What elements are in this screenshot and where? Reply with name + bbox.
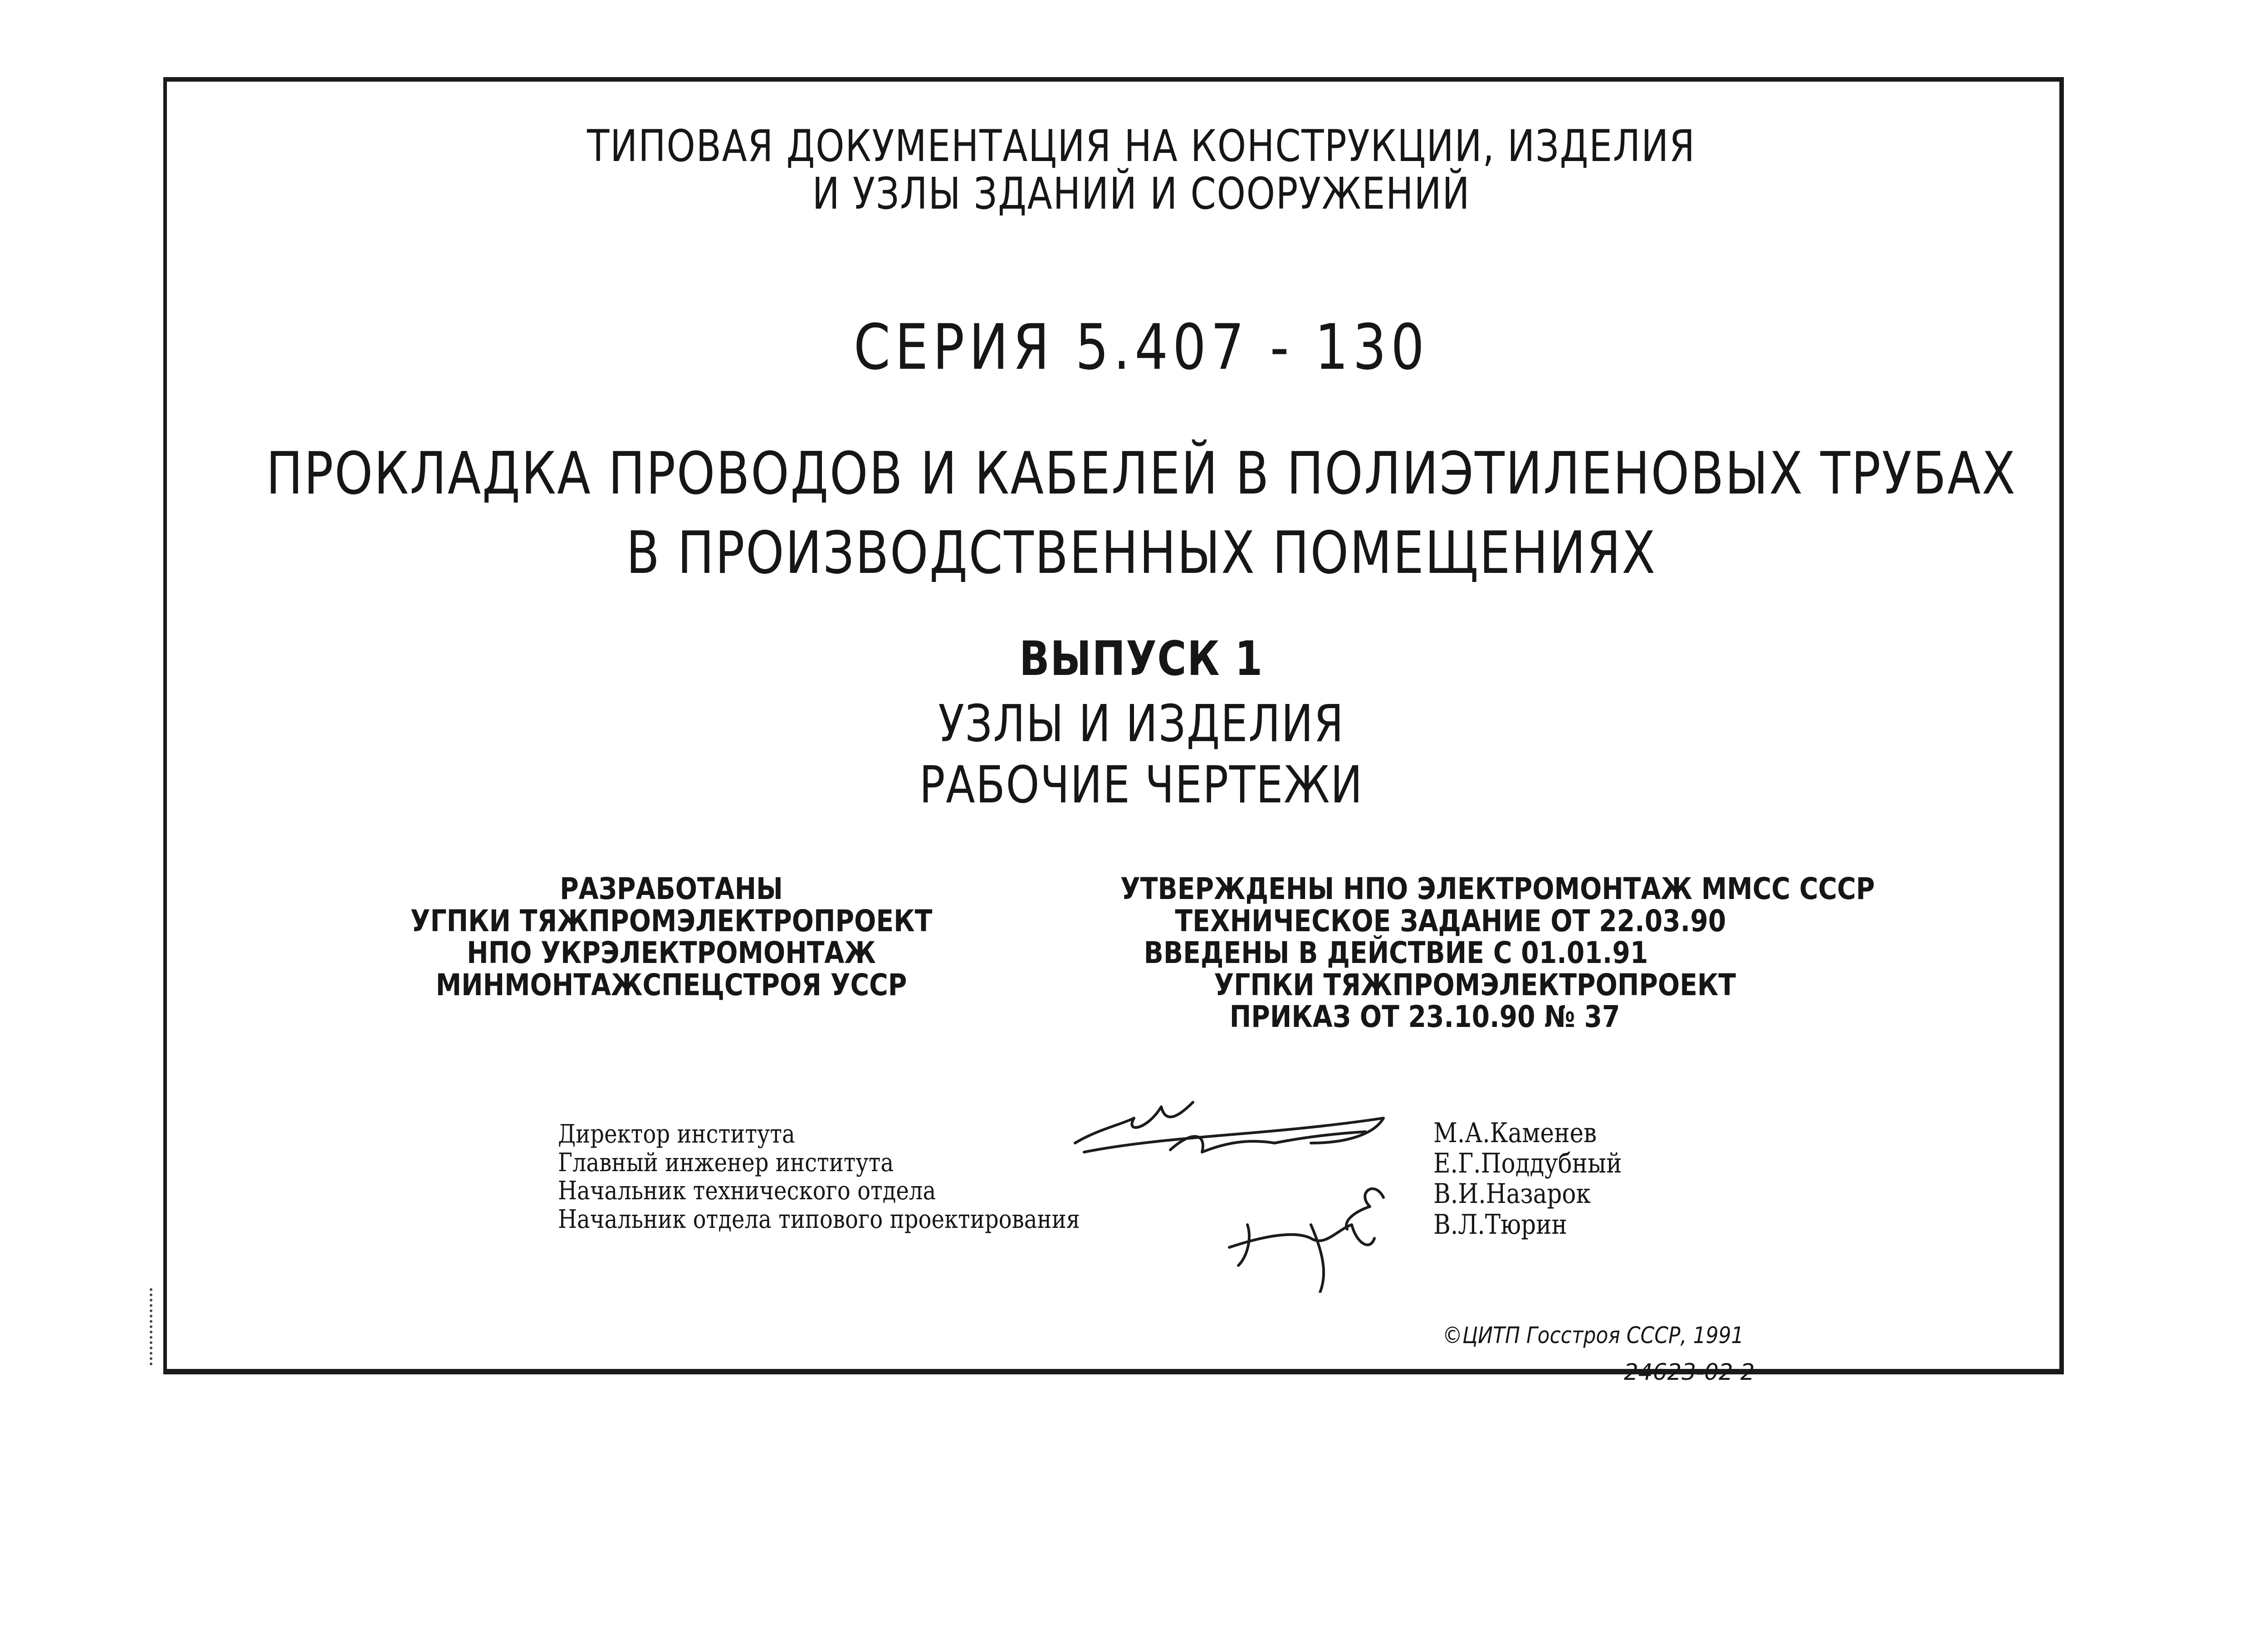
developed-line-1: УГПКИ ТЯЖПРОМЭЛЕКТРОПРОЕКТ	[410, 903, 933, 938]
series-number: СЕРИЯ 5.407 - 130	[853, 311, 1429, 384]
developed-heading: РАЗРАБОТАНЫ	[560, 871, 783, 906]
approved-line-4: УГПКИ ТЯЖПРОМЭЛЕКТРОПРОЕКТ	[1214, 967, 1736, 1002]
approved-line-2: ТЕХНИЧЕСКОЕ ЗАДАНИЕ ОТ 22.03.90	[1175, 903, 1726, 938]
name-tyurin: В.Л.Тюрин	[1433, 1208, 1567, 1241]
title-line-2: В ПРОИЗВОДСТВЕННЫХ ПОМЕЩЕНИЯХ	[626, 519, 1657, 587]
binding-edge-mark	[150, 1288, 155, 1365]
signatory-names	[1433, 1118, 1622, 1240]
issue-label: ВЫПУСК 1	[1019, 631, 1263, 686]
developed-by-block	[398, 873, 944, 1001]
developed-line-3: МИНМОНТАЖСПЕЦСТРОЯ УССР	[435, 967, 907, 1002]
copyright-notice: ©ЦИТП Госстроя СССР, 1991	[1442, 1322, 1744, 1349]
role-technical-head: Начальник технического отдела	[558, 1176, 936, 1206]
approved-line-3: ВВЕДЕНЫ В ДЕЙСТВИЕ С 01.01.91	[1144, 935, 1648, 971]
approved-by-block	[1120, 871, 1875, 1035]
approved-line-1: УТВЕРЖДЕНЫ НПО ЭЛЕКТРОМОНТАЖ ММСС СССР	[1120, 871, 1875, 906]
subtitle-line-1: УЗЛЫ И ИЗДЕЛИЯ	[938, 694, 1344, 753]
signatory-roles	[558, 1120, 1080, 1234]
role-director: Директор института	[558, 1119, 795, 1149]
name-podubny: Е.Г.Поддубный	[1433, 1148, 1622, 1180]
role-chief-engineer: Главный инженер института	[558, 1148, 894, 1178]
name-nazarok: В.И.Назарок	[1433, 1178, 1591, 1210]
developed-line-2: НПО УКРЭЛЕКТРОМОНТАЖ	[467, 935, 876, 971]
name-kamenev: М.А.Каменев	[1433, 1117, 1597, 1149]
title-line-1: ПРОКЛАДКА ПРОВОДОВ И КАБЕЛЕЙ В ПОЛИЭТИЛЕНОВЫХ ТРУБАХ	[266, 440, 2017, 508]
header-line-2: И УЗЛЫ ЗДАНИЙ И СООРУЖЕНИЙ	[812, 168, 1471, 219]
approved-line-5: ПРИКАЗ ОТ 23.10.90 № 37	[1229, 999, 1620, 1035]
role-typical-design-head: Начальник отдела типового проектирования	[558, 1205, 1080, 1235]
stamp-number: 24623-02 2	[1624, 1359, 1755, 1385]
subtitle-line-2: РАБОЧИЕ ЧЕРТЕЖИ	[919, 756, 1364, 815]
header-line-1: ТИПОВАЯ ДОКУМЕНТАЦИЯ НА КОНСТРУКЦИИ, ИЗДЕЛИЯ	[587, 121, 1696, 171]
handwritten-signatures	[1057, 1075, 1429, 1293]
